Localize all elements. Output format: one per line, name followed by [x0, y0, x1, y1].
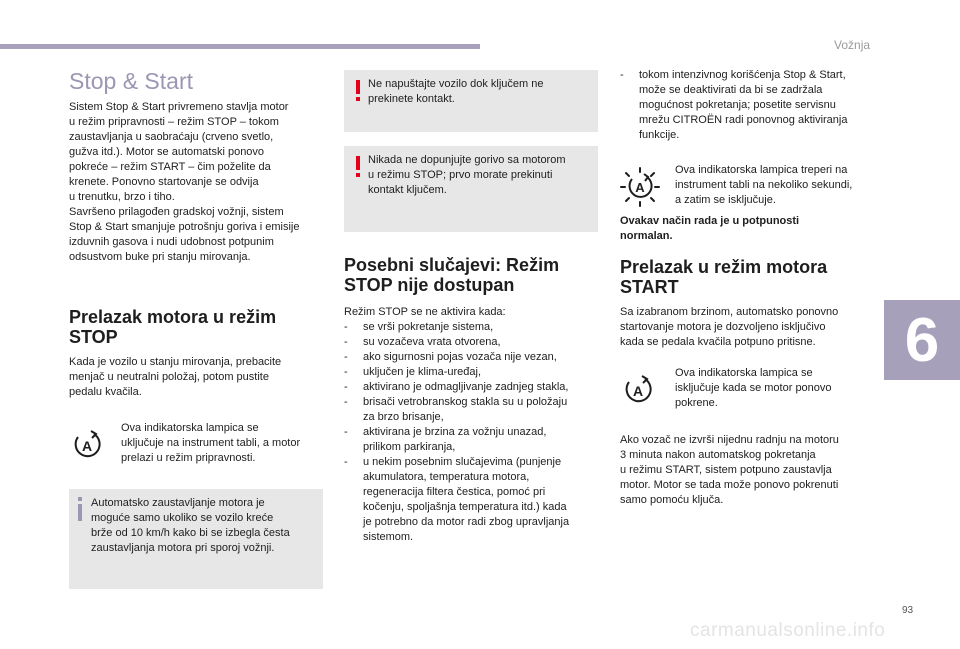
warning-box-refuel: Nikada ne dopunjujte gorivo sa motorom u režimu STOP; prvo morate prekinuti kontakt ključem. — [344, 146, 598, 232]
warning-icon — [354, 80, 362, 102]
list-item: - aktivirano je odmagljivanje zadnjeg stakla, — [344, 380, 604, 395]
start-paragraph: Sa izabranom brzinom, automatsko ponovno startovanje motora je dozvoljeno isključivo kada se pedala kvačila potpuno pritisne. — [620, 306, 839, 348]
warning-icon — [354, 156, 362, 178]
heading-stop-mode: Prelazak motora u režim STOP — [69, 307, 277, 347]
heading-special-cases: Posebni slučajevi: Režim STOP nije dostupan — [344, 255, 560, 295]
header-bar — [0, 44, 480, 49]
list-item: - uključen je klima-uređaj, — [344, 365, 604, 380]
lamp-flash-text: Ova indikatorska lampica treperi na instrument tabli na nekoliko sekundi, a zatim se isključuje. — [675, 164, 853, 206]
stop-start-flash-icon — [620, 167, 660, 207]
info-box: Automatsko zaustavljanje motora je moguće samo ukoliko se vozilo kreće brže od 10 km/h kako bi se izbegla česta zaustavljanja motora pri sporoj vožnji. — [69, 489, 323, 589]
watermark: carmanualsonline.info — [690, 620, 886, 641]
lamp-off-text: Ova indikatorska lampica se isključuje kada se motor ponovo pokrene. — [675, 367, 832, 409]
svg-text:A: A — [632, 383, 644, 399]
page-title: Stop & Start — [69, 68, 194, 94]
svg-text:A: A — [81, 438, 93, 454]
intro-paragraph: Sistem Stop & Start privremeno stavlja motor u režim pripravnosti – režim STOP – tokom zaustavljanja u saobraćaju (crveno svetlo, gužva itd.). Motor se automatski ponovo pokreće – režim START – čim poželite da krenete. Ponovno startovanje se odvija u trenutku, brzo i tiho. Savršeno prilagođen gradskoj vožnji, sistem Stop & Start smanjuje potrošnju goriva i emisije izduvnih gasova i nudi udobnost potpunim odsustvom buke pri stanju mirovanja. — [69, 101, 300, 263]
heading-start-mode: Prelazak u režim motora START — [620, 257, 828, 297]
intensive-use-item — [620, 68, 880, 143]
list-item: - aktivirana je brzina za vožnju unazad, prilikom parkiranja, — [344, 425, 604, 455]
list-item: - u nekim posebnim slučajevima (punjenje akumulatora, temperatura motora, regeneracija filtera čestica, pomoć pri kočenju, spoljašnja temperatura itd.) kada je potrebno da motor radi zbog upravljanja sistemom. — [344, 455, 604, 545]
warning-box-ignition: Ne napuštajte vozilo dok ključem ne prekinete kontakt. — [344, 70, 598, 132]
stop-start-lamp-icon — [623, 375, 653, 405]
special-cases-list: Režim STOP se ne aktivira kada: - se vrši pokretanje sistema, - su vozačeva vrata otvorena, - ako sigurnosni pojas vozača nije vezan, - uključen je klima-uređaj, - aktivirano je odmagljivanje zadnjeg stakla, - brisači vetrobranskog stakla su u položaju za brzo brisanje, - aktivirana je brzina za vožnju unazad, prilikom parkiranja, - u nekim posebnim slučajevima (punjenje akumulatora, temperatura motora, regeneracija filtera čestica, pomoć pri kočenju, spoljašnja temperatura itd.) kada je potrebno da motor radi zbog upravljanja sistemom. — [344, 305, 604, 545]
no-action-paragraph: Ako vozač ne izvrši nijednu radnju na motoru 3 minuta nakon automatskog pokretanja u režimu START, sistem potpuno zaustavlja motor. Motor se tada može ponovo pokrenuti samo pomoću ključa. — [620, 434, 839, 506]
info-icon — [75, 497, 85, 521]
stop-start-lamp-icon — [72, 430, 102, 460]
stop-paragraph: Kada je vozilo u stanju mirovanja, prebacite menjač u neutralni položaj, potom pustite pedalu kvačila. — [69, 356, 282, 398]
svg-text:A: A — [635, 180, 645, 195]
chapter-tab: 6 — [884, 300, 960, 380]
chapter-label: Vožnja — [834, 38, 871, 52]
list-item: - se vrši pokretanje sistema, — [344, 320, 604, 335]
list-item: - su vozačeva vrata otvorena, — [344, 335, 604, 350]
page-number: 93 — [902, 605, 914, 616]
list-item: - ako sigurnosni pojas vozača nije vezan, — [344, 350, 604, 365]
list-item: - brisači vetrobranskog stakla su u položaju za brzo brisanje, — [344, 395, 604, 425]
lamp-on-text: Ova indikatorska lampica se uključuje na instrument tabli, a motor prelazi u režim pripravnosti. — [121, 422, 301, 464]
normal-note: Ovakav način rada je u potpunosti normalan. — [620, 215, 800, 242]
list-item: - tokom intenzivnog korišćenja Stop & Start, može se deaktivirati da bi se zadržala mogućnost pokretanja; posetite servisnu mrežu CITROËN radi ponovnog aktiviranja funkcije. — [620, 68, 880, 143]
